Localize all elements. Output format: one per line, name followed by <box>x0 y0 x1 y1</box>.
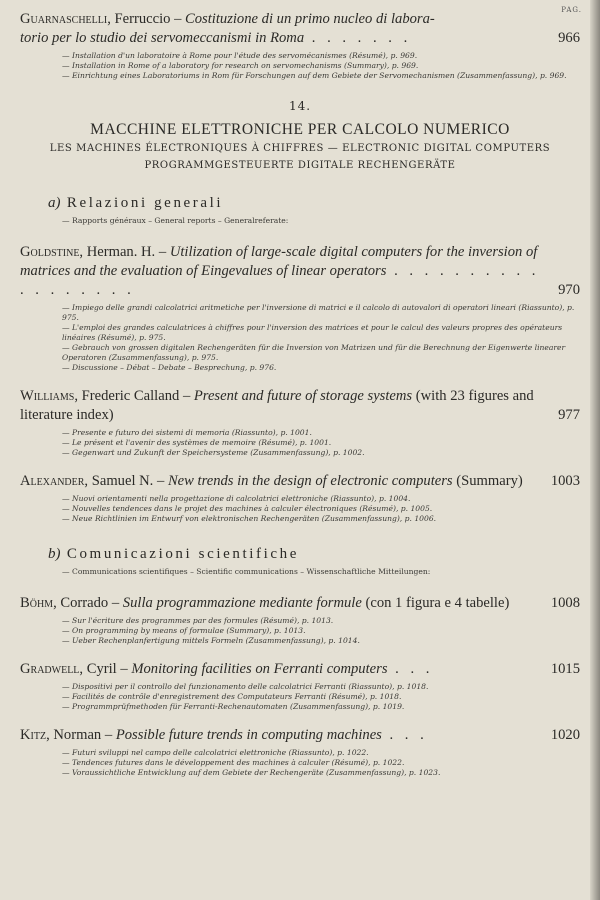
translation-item: — Nouvelles tendences dans le projet des machines à calculer électroniques (Résumé), p. 1005. <box>62 504 433 513</box>
entry-heading <box>20 660 580 679</box>
author-last-name: Alexander <box>20 473 85 489</box>
index-entry <box>20 594 580 646</box>
page-column-label: PAG. <box>561 6 582 14</box>
index-entry <box>20 10 580 81</box>
translation-item: — Futuri sviluppi nel campo delle calcolatrici elettroniche (Riassunto), p. 1022. <box>62 748 369 757</box>
entry-heading <box>20 387 580 425</box>
index-page <box>20 10 580 792</box>
translation-item: — Programmprüfmethoden für Ferranti-Rechenautomaten (Zusammenfassung), p. 1019. <box>62 702 405 711</box>
entry-heading <box>20 726 580 745</box>
leader-dots: . . . <box>381 727 428 743</box>
index-entry <box>20 660 580 712</box>
translation-item: — Sur l'écriture des programmes par des formules (Résumé), p. 1013. <box>62 616 334 625</box>
translation-item: — Tendences futures dans le développement des machines à calculer (Résumé), p. 1022. <box>62 758 405 767</box>
author-first-name: , Norman <box>46 727 102 743</box>
entry-title: Present and future of storage systems <box>193 388 413 404</box>
translation-list <box>62 682 580 712</box>
entry-extra: (with 23 figures and literature index) <box>20 388 534 423</box>
index-entry <box>20 387 580 458</box>
section-subtitle: LES MACHINES ÉLECTRONIQUES À CHIFFRES — ELECTRONIC DIGITAL COMPUTERS <box>49 143 551 154</box>
entries-general-reports <box>20 243 580 524</box>
entry-title: Utilization of large-scale digital computers for the inversion of matrices and the evaluation of Eingevalues of linear operators <box>20 244 538 279</box>
translation-item: — Installation d'un laboratoire à Rome pour l'étude des servomécanismes (Résumé), p. 969. <box>62 51 418 60</box>
index-entry <box>20 726 580 778</box>
dash: – <box>155 244 170 260</box>
translation-item: — Gebrauch von grossen digitalen Rechengeräten für die Inversion von Matrizen und für die Berechnung der Eigenwerte linearer Operatoren (Zusammenfassung), p. 975. <box>62 343 566 362</box>
author-last-name: Böhm <box>20 595 54 611</box>
translation-item: — Le présent et l'avenir des systèmes de memoire (Résumé), p. 1001. <box>62 438 332 447</box>
translation-item: — Gegenwart und Zukunft der Speichersysteme (Zusammenfassung), p. 1002. <box>62 448 365 457</box>
subsection-heading <box>48 195 580 212</box>
entry-title: Possible future trends in computing machines <box>115 727 382 743</box>
entry-title: Sulla programmazione mediante formule <box>122 595 362 611</box>
leader-dots: . . . . . . . <box>304 30 412 46</box>
translation-list <box>62 616 580 646</box>
author-first-name: , Frederic Calland <box>74 388 180 404</box>
page-number: 1020 <box>550 727 580 743</box>
page-number: 977 <box>558 407 580 423</box>
translation-item: — Facilités de contrôle d'enregistrement des Computateurs Ferranti (Résumé), p. 1018. <box>62 692 402 701</box>
index-entry <box>20 472 580 524</box>
entry-title-continued: torio per lo studio dei servomeccanismi in Roma <box>20 30 305 46</box>
translation-item: — Discussione – Débat – Debate – Besprechung, p. 976. <box>62 363 277 372</box>
author-first-name: , Samuel N. <box>84 473 154 489</box>
translation-item: — Einrichtung eines Laboratoriums in Rom für Forschungen auf dem Gebiete der Servomechanismen (Zusammenfassung), p. 969. <box>62 71 567 80</box>
dash: – <box>153 473 168 489</box>
translation-item: — Neue Richtlinien im Entwurf von elektronischen Rechengeräten (Zusammenfassung), p. 1006. <box>62 514 437 523</box>
entries-scientific-communications <box>20 594 580 778</box>
translation-list <box>62 748 580 778</box>
translation-list <box>62 51 580 81</box>
author-last-name: Gradwell <box>20 661 80 677</box>
author-first-name: , Cyril <box>79 661 117 677</box>
translation-item: — On programming by means of formulae (Summary), p. 1013. <box>62 626 306 635</box>
entry-heading <box>20 472 580 491</box>
author-last-name: Kitz <box>20 727 47 743</box>
subsection-heading <box>48 546 580 563</box>
entry-extra: (Summary) <box>452 473 523 489</box>
entry-title: Monitoring facilities on Ferranti computers <box>131 661 388 677</box>
author-first-name: , Herman. H. <box>79 244 156 260</box>
translation-item: — Ueber Rechenplanfertigung mittels Formeln (Zusammenfassung), p. 1014. <box>62 636 360 645</box>
translation-item: — L'emploi des grandes calculatrices à chiffres pour l'inversion des matrices et pour le calcul des valeurs propres des opérateurs linéaires (Résumé), p. 975. <box>62 323 563 342</box>
author-last-name: Goldstine <box>20 244 80 260</box>
author-last-name: Guarnaschelli <box>20 11 108 27</box>
page-number: 966 <box>558 30 580 46</box>
translation-item: — Dispositivi per il controllo del funzionamento delle calcolatrici Ferranti (Riassunto), p. 1018. <box>62 682 429 691</box>
section-title: MACCHINE ELETTRONICHE PER CALCOLO NUMERICO <box>90 121 510 138</box>
entry-extra: (con 1 figura e 4 tabelle) <box>361 595 510 611</box>
dash: – <box>108 595 123 611</box>
page-edge-shadow <box>590 0 600 900</box>
dash: – <box>179 388 194 404</box>
translation-list <box>62 494 580 524</box>
author-first-name: , Corrado <box>53 595 109 611</box>
subsection-title: Comunicazioni scientifiche <box>60 546 299 562</box>
entry-heading <box>20 243 580 300</box>
translation-list <box>62 303 580 373</box>
dash: – <box>116 661 132 677</box>
entry-heading <box>20 594 580 613</box>
author-first-name: , Ferruccio <box>107 11 171 27</box>
subsection-note: — Rapports généraux – General reports – Generalreferate: <box>62 216 289 225</box>
section-number: 14. <box>288 99 312 113</box>
section-subtitle: PROGRAMMGESTEUERTE DIGITALE RECHENGERÄTE <box>144 160 456 171</box>
translation-item: — Voraussichtliche Entwicklung auf dem Gebiete der Rechengeräte (Zusammenfassung), p. 1023. <box>62 768 441 777</box>
translation-item: — Impiego delle grandi calcolatrici aritmetiche per l'inversione di matrici e il calcolo di autovalori di operatori lineari (Riassunto), p. 975. <box>62 303 575 322</box>
subsection-note: — Communications scientifiques – Scientific communications – Wissenschaftliche Mitteilungen: <box>62 567 431 576</box>
translation-list <box>62 428 580 458</box>
page-number: 1015 <box>550 661 580 677</box>
page-number: 1008 <box>550 595 580 611</box>
dash: – <box>170 11 186 27</box>
translation-item: — Nuovi orientamenti nella progettazione di calcolatrici elettroniche (Riassunto), p. 1004. <box>62 494 411 503</box>
subsection-title: Relazioni generali <box>60 195 224 211</box>
page-number: 970 <box>558 282 580 298</box>
subsection-letter: b) <box>48 546 61 562</box>
translation-item: — Presente e futuro dei sistemi di memoria (Riassunto), p. 1001. <box>62 428 312 437</box>
entry-heading <box>20 10 580 48</box>
dash: – <box>101 727 116 743</box>
leader-dots: . . . <box>387 661 434 677</box>
translation-item: — Installation in Rome of a laboratory for research on servomechanisms (Summary), p. 969. <box>62 61 419 70</box>
entry-title: New trends in the design of electronic computers <box>167 473 453 489</box>
subsection-letter: a) <box>48 195 61 211</box>
author-last-name: Williams <box>20 388 75 404</box>
leader-dots: . . . . . . . . . . . . . . . . . . <box>20 263 540 298</box>
index-entry <box>20 243 580 373</box>
entry-title: Costituzione di un primo nucleo di labora- <box>185 11 435 27</box>
page-number: 1003 <box>550 473 580 489</box>
